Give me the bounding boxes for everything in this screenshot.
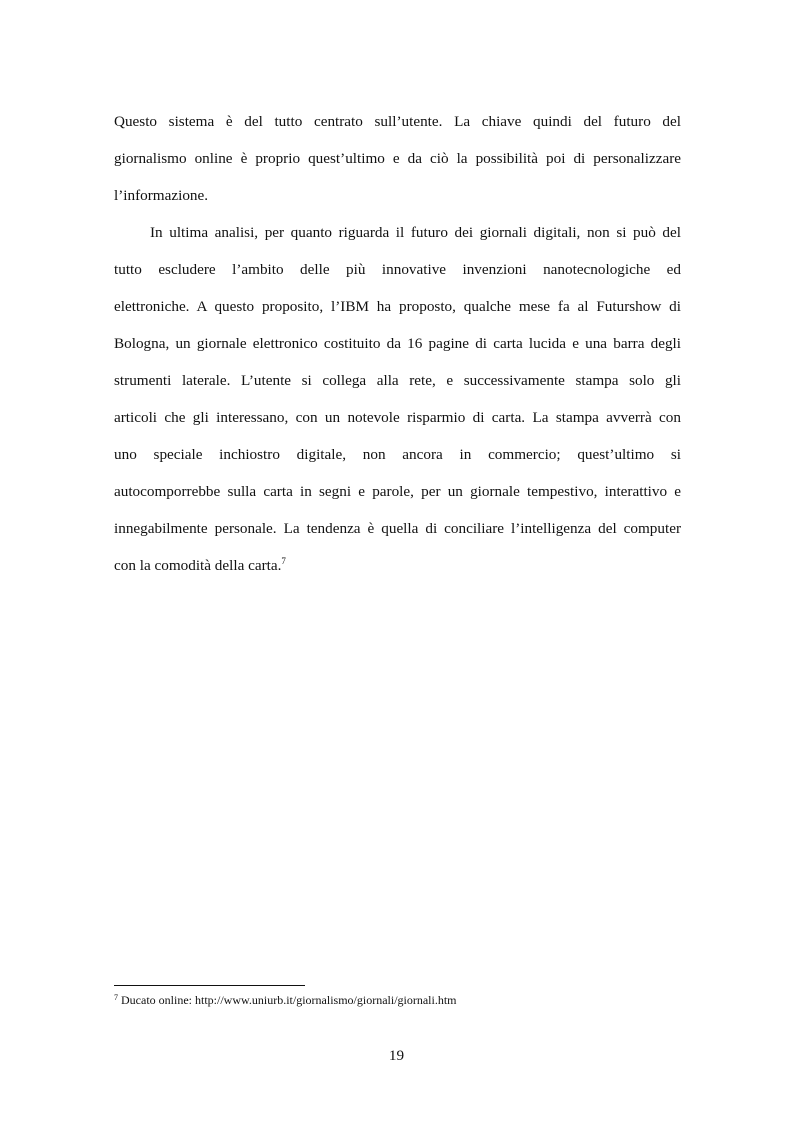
paragraph-line: In ultima analisi, per quanto riguarda il futuro dei giornali digitali, non si può del xyxy=(150,224,681,241)
paragraph-line: l’informazione. xyxy=(114,187,209,204)
footnote-reference[interactable]: 7 xyxy=(281,556,286,566)
paragraph-last-line xyxy=(114,556,681,576)
paragraph-line: Questo sistema è del tutto centrato sull’utente. La chiave quindi del futuro del xyxy=(114,113,681,130)
paragraph-line: Bologna, un giornale elettronico costituito da 16 pagine di carta lucida e una barra degli xyxy=(114,335,681,352)
paragraph-line: strumenti laterale. L’utente si collega alla rete, e successivamente stampa solo gli xyxy=(114,372,681,389)
footnote-text: Ducato online: http://www.uniurb.it/giornalismo/giornali/giornali.htm xyxy=(121,993,457,1007)
paragraph-line-text: con la comodità della carta. xyxy=(114,557,282,574)
footnote-number: 7 xyxy=(114,993,118,1002)
paragraph-line: tutto escludere l’ambito delle più innovative invenzioni nanotecnologiche ed xyxy=(114,261,681,278)
paragraph-line: autocomporrebbe sulla carta in segni e parole, per un giornale tempestivo, interattivo e xyxy=(114,483,681,500)
page-number: 19 xyxy=(388,1047,405,1064)
paragraph-line: elettroniche. A questo proposito, l’IBM ha proposto, qualche mese fa al Futurshow di xyxy=(114,298,681,315)
paragraph-line: giornalismo online è proprio quest’ultimo e da ciò la possibilità poi di personalizzare xyxy=(114,150,681,167)
footnote xyxy=(114,992,457,1008)
footnote-separator xyxy=(114,985,305,986)
paragraph-line: innegabilmente personale. La tendenza è quella di conciliare l’intelligenza del computer xyxy=(114,520,681,537)
paragraph-line: articoli che gli interessano, con un notevole risparmio di carta. La stampa avverrà con xyxy=(114,409,681,426)
paragraph-line: uno speciale inchiostro digitale, non ancora in commercio; quest’ultimo si xyxy=(114,446,681,463)
